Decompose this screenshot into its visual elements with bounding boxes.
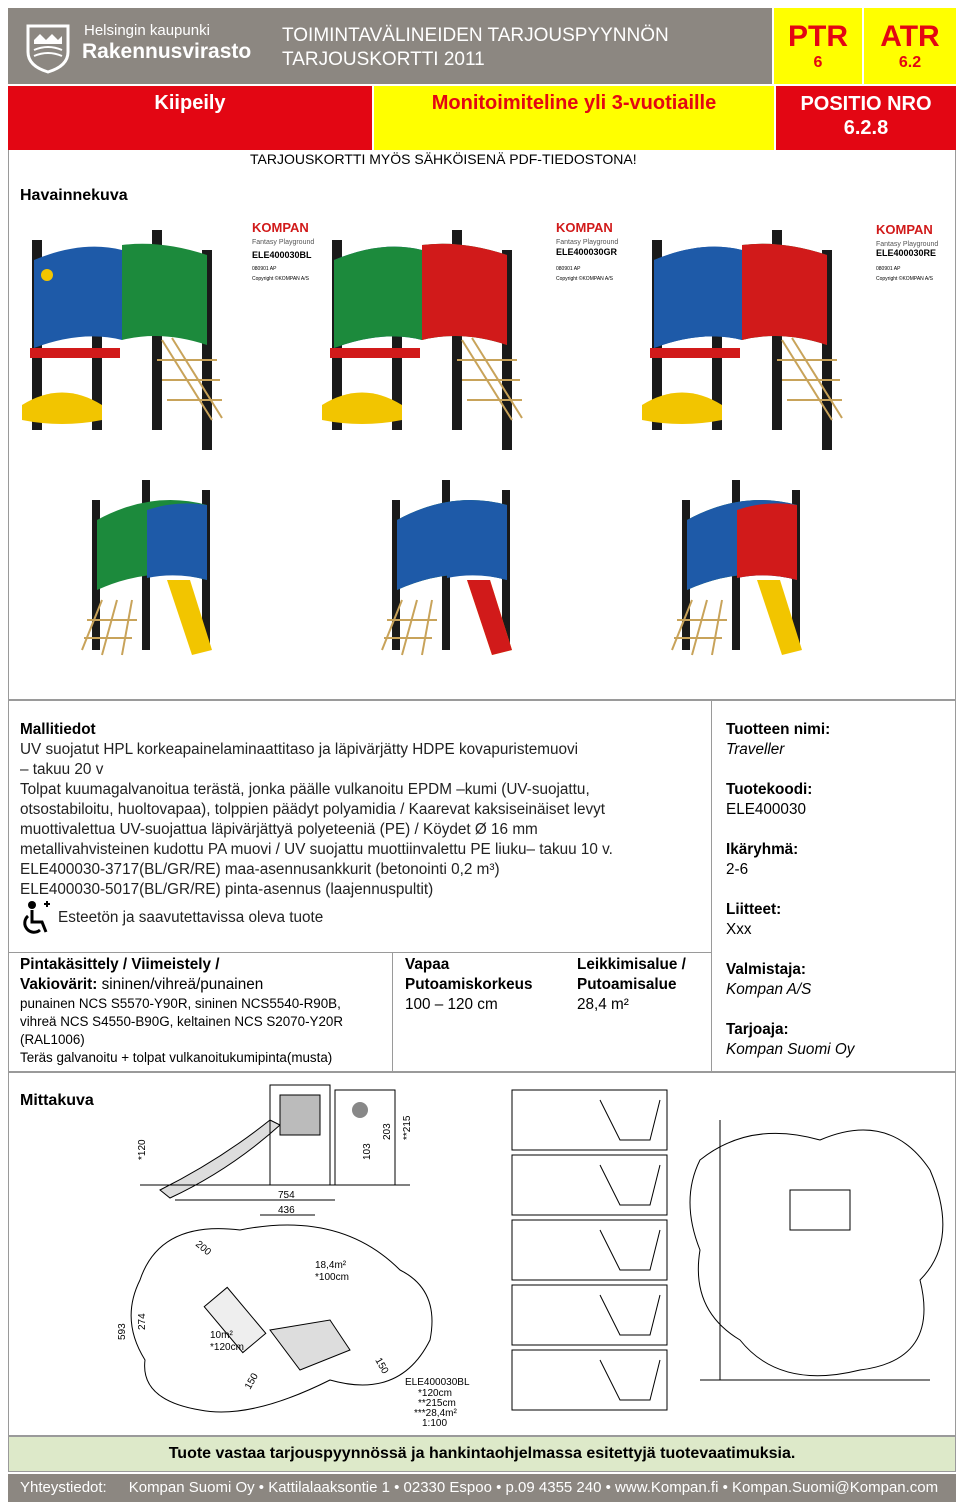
compliance-statement bbox=[8, 1436, 956, 1472]
attachments-label: Liitteet: bbox=[726, 901, 782, 918]
render-back-yellow bbox=[672, 480, 802, 655]
age-group-label: Ikäryhmä: bbox=[726, 841, 799, 858]
model-line-1: UV suojatut HPL korkeapainelaminaattitaso ja läpivärjätty HDPE kovapuristemuovi bbox=[20, 741, 579, 758]
area-a-sub: *100cm bbox=[315, 1272, 349, 1283]
model-details bbox=[20, 720, 700, 900]
kompan-tagline-3: Fantasy Playground bbox=[876, 241, 939, 248]
supplier-value: Kompan Suomi Oy bbox=[726, 1041, 855, 1058]
footing-details bbox=[512, 1090, 667, 1410]
wheelchair-icon bbox=[18, 900, 52, 936]
area-b: 10m² bbox=[210, 1330, 233, 1341]
fall-height bbox=[405, 955, 565, 1015]
manufacturer-label: Valmistaja: bbox=[726, 961, 806, 978]
ptr-label: PTR bbox=[788, 20, 848, 53]
contact-bar bbox=[8, 1474, 956, 1502]
dim-150b: 150 bbox=[243, 1371, 261, 1392]
dim-754: 754 bbox=[278, 1190, 295, 1201]
site-plan bbox=[690, 1120, 943, 1380]
city-logo-block bbox=[8, 8, 272, 84]
variant-small2-1: Copyright ©KOMPAN A/S bbox=[252, 276, 309, 282]
variant-label-1 bbox=[252, 220, 314, 282]
legend-code: ELE400030BL bbox=[405, 1377, 470, 1388]
kompan-logo-2: KOMPAN bbox=[556, 220, 613, 235]
logo-line-2: Rakennusvirasto bbox=[82, 40, 252, 63]
model-line-6: metallivahvisteinen kudottu PA muovi / UV suojattu muottiinvalettu PE liuku– takuu 10 v. bbox=[20, 841, 613, 858]
product-illustration bbox=[12, 210, 952, 690]
model-line-5: muottivalettua UV-suojattua läpivärjättyä polyeteeniä (PE) / Köydet Ø 16 mm bbox=[20, 821, 538, 838]
product-name-value: Traveller bbox=[726, 741, 785, 758]
product-code-value: ELE400030 bbox=[726, 801, 806, 818]
dim-274: 274 bbox=[137, 1313, 148, 1330]
finish-divider bbox=[392, 952, 393, 1072]
variant-small1-2: 080901 AP bbox=[556, 266, 581, 272]
atr-code-box bbox=[864, 8, 956, 84]
illustration-label: Havainnekuva bbox=[20, 187, 128, 204]
variant-small2-3: Copyright ©KOMPAN A/S bbox=[876, 276, 933, 282]
title-line-1: TOIMINTAVÄLINEIDEN TARJOUSPYYNNÖN bbox=[282, 25, 669, 46]
plan-view bbox=[117, 1225, 470, 1429]
contact-label: Yhteystiedot: bbox=[20, 1479, 107, 1496]
legend-1: *120cm bbox=[418, 1388, 452, 1399]
document-title bbox=[272, 8, 772, 84]
city-crest-icon bbox=[22, 22, 74, 74]
kompan-tagline-2: Fantasy Playground bbox=[556, 239, 619, 246]
variant-label-3 bbox=[876, 222, 938, 282]
finish-detail-3: (RAL1006) bbox=[20, 1032, 85, 1047]
dim-200: 200 bbox=[193, 1238, 213, 1259]
dim-120: *120 bbox=[137, 1139, 148, 1160]
area-a: 18,4m² bbox=[315, 1260, 347, 1271]
model-line-8: ELE400030-5017(BL/GR/RE) pinta-asennus (laajennuspultit) bbox=[20, 881, 434, 898]
model-line-3: Tolpat kuumagalvanoitua terästä, jonka päälle vulkanoitu EPDM –kumi (UV-suojattu, bbox=[20, 781, 590, 798]
kompan-tagline-1: Fantasy Playground bbox=[252, 239, 315, 246]
accessibility-text: Esteetön ja saavutettavissa oleva tuote bbox=[58, 909, 324, 926]
age-group-value: 2-6 bbox=[726, 861, 749, 878]
legend-2: **215cm bbox=[418, 1398, 456, 1409]
standard-colors-value: sininen/vihreä/punainen bbox=[101, 976, 264, 993]
logo-line-1: Helsingin kaupunki bbox=[84, 22, 210, 39]
dim-203: 203 bbox=[382, 1123, 393, 1140]
kompan-logo-1: KOMPAN bbox=[252, 220, 309, 235]
render-back-blue bbox=[82, 480, 212, 655]
dim-150a: 150 bbox=[372, 1356, 391, 1376]
position-label: POSITIO NRO bbox=[800, 93, 932, 115]
model-line-7: ELE400030-3717(BL/GR/RE) maa-asennusankkurit (betonointi 0,2 m³) bbox=[20, 861, 500, 878]
spec-divider-horizontal bbox=[8, 952, 711, 953]
position-value: 6.2.8 bbox=[843, 117, 889, 139]
ptr-value: 6 bbox=[813, 54, 823, 71]
finish-detail-1: punainen NCS S5570-Y90R, sininen NCS5540-R90B, bbox=[20, 996, 341, 1011]
dim-215: **215 bbox=[402, 1115, 413, 1140]
product-name-label: Tuotteen nimi: bbox=[726, 721, 831, 738]
category-label: Kiipeily bbox=[154, 92, 226, 114]
side-elevation bbox=[137, 1085, 413, 1216]
standard-colors bbox=[20, 975, 392, 995]
variant-small1-1: 080901 AP bbox=[252, 266, 277, 272]
variant-code-1: ELE400030BL bbox=[252, 250, 312, 260]
model-details-heading: Mallitiedot bbox=[20, 721, 96, 738]
dim-103: 103 bbox=[362, 1143, 373, 1160]
render-green-variant bbox=[322, 230, 522, 450]
finish-details bbox=[20, 955, 392, 1067]
play-area-label-2: Putoamisalue bbox=[577, 976, 677, 993]
model-line-4: otsostabiloitu, huoltovapaa), tolppien päädyt polyamidia / Kaarevat kaksiseinäiset levyt bbox=[20, 801, 606, 818]
variant-small2-2: Copyright ©KOMPAN A/S bbox=[556, 276, 613, 282]
finish-detail-2: vihreä NCS S4550-B90G, keltainen NCS S2070-Y20R bbox=[20, 1014, 344, 1029]
product-title: Monitoimiteline yli 3-vuotiaille bbox=[431, 92, 717, 114]
atr-value: 6.2 bbox=[898, 54, 922, 71]
variant-code-3: ELE400030RE bbox=[876, 248, 937, 258]
category-box bbox=[8, 86, 372, 150]
product-title-box bbox=[374, 86, 774, 150]
legend-3: ***28,4m² bbox=[414, 1408, 457, 1419]
supplier-label: Tarjoaja: bbox=[726, 1021, 789, 1038]
standard-colors-label: Vakiovärit: bbox=[20, 976, 98, 993]
render-red-variant bbox=[642, 230, 842, 450]
atr-label: ATR bbox=[880, 20, 940, 53]
spec-divider-vertical bbox=[711, 700, 712, 1072]
render-blue-variant bbox=[22, 230, 222, 450]
variant-code-2: ELE400030GR bbox=[556, 247, 618, 257]
model-line-2: – takuu 20 v bbox=[20, 761, 104, 778]
attachments-value: Xxx bbox=[726, 921, 752, 938]
dim-593: 593 bbox=[117, 1323, 128, 1340]
finish-detail-4: Teräs galvanoitu + tolpat vulkanoitukumipinta(musta) bbox=[20, 1050, 333, 1065]
variant-label-2 bbox=[556, 220, 618, 282]
fall-height-label-1: Vapaa bbox=[405, 956, 450, 973]
position-box bbox=[776, 86, 956, 150]
dim-436: 436 bbox=[278, 1205, 295, 1216]
fall-height-value: 100 – 120 cm bbox=[405, 996, 498, 1013]
play-area-value: 28,4 m² bbox=[577, 996, 629, 1013]
play-area-label-1: Leikkimisalue / bbox=[577, 956, 686, 973]
contact-details: Kompan Suomi Oy • Kattilalaaksontie 1 • 02330 Espoo • p.09 4355 240 • www.Kompan.fi • Kompan.Suomi@Kompan.com bbox=[128, 1479, 939, 1496]
play-area bbox=[577, 955, 707, 1015]
compliance-text: Tuote vastaa tarjouspyynnössä ja hankintaohjelmassa esitettyjä tuotevaatimuksia. bbox=[168, 1445, 796, 1462]
product-info bbox=[726, 720, 946, 1080]
area-b-sub: *120cm bbox=[210, 1342, 244, 1353]
render-back-red bbox=[382, 480, 512, 655]
dimension-drawing bbox=[100, 1080, 950, 1430]
manufacturer-value: Kompan A/S bbox=[726, 981, 812, 998]
pdf-notice: TARJOUSKORTTI MYÖS SÄHKÖISENÄ PDF-TIEDOSTONA! bbox=[250, 151, 637, 167]
accessibility-note bbox=[18, 900, 323, 936]
legend-4: 1:100 bbox=[422, 1418, 448, 1429]
ptr-code-box bbox=[774, 8, 862, 84]
finish-title: Pintakäsittely / Viimeistely / bbox=[20, 956, 220, 973]
kompan-logo-3: KOMPAN bbox=[876, 222, 933, 237]
product-code-label: Tuotekoodi: bbox=[726, 781, 813, 798]
drawing-label: Mittakuva bbox=[20, 1092, 94, 1109]
title-line-2: TARJOUSKORTTI 2011 bbox=[282, 49, 485, 70]
variant-small1-3: 080901 AP bbox=[876, 266, 901, 272]
fall-height-label-2: Putoamiskorkeus bbox=[405, 976, 533, 993]
